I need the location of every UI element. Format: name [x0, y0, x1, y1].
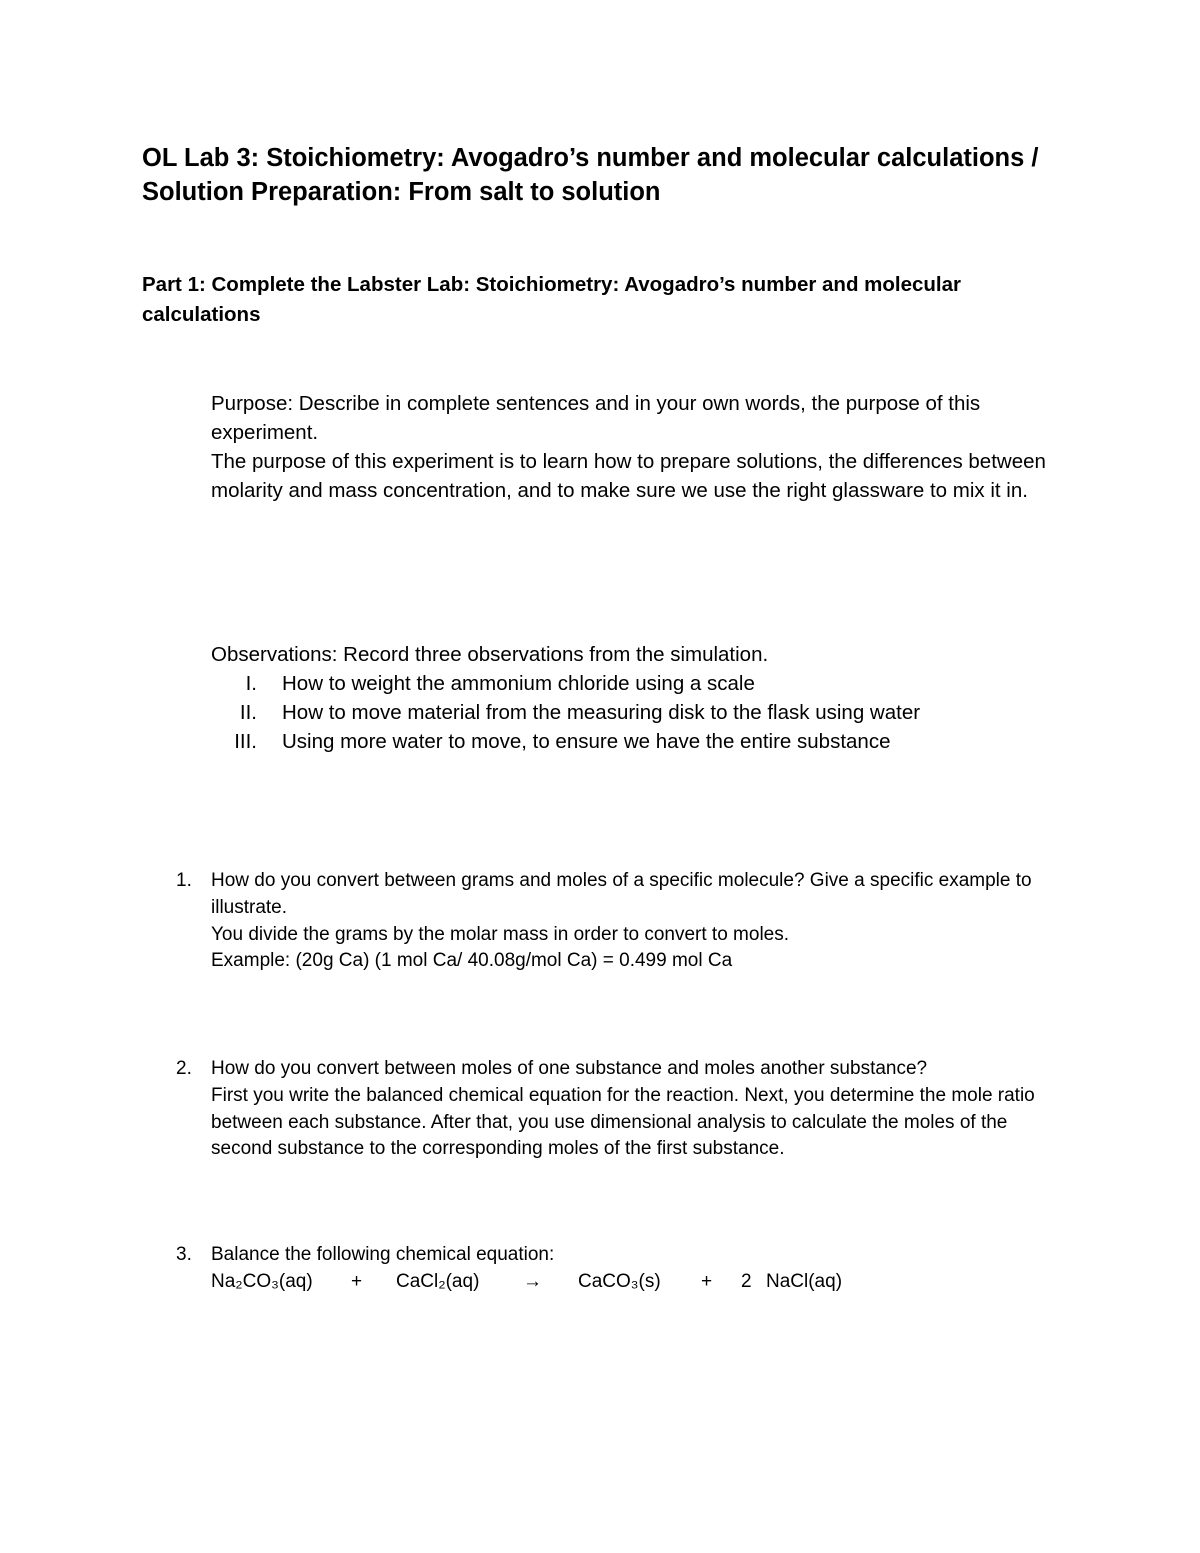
equation-term: CaCO₃(s)	[578, 1270, 661, 1292]
equation-arrow: →	[523, 1270, 542, 1292]
purpose-answer: The purpose of this experiment is to learn how to prepare solutions, the differences between molarity and mass concentration, and to make sure we use the right glassware to mix it in.	[211, 450, 1046, 502]
equation-term: NaCl(aq)	[766, 1270, 843, 1292]
question-text: How do you convert between moles of one substance and moles another substance?	[211, 1058, 928, 1079]
observation-marker: I.	[245, 672, 257, 695]
chemical-equation	[211, 1269, 1076, 1296]
observation-text: How to weight the ammonium chloride using a scale	[282, 672, 755, 695]
purpose-section	[211, 389, 1081, 505]
question-number: 3.	[176, 1244, 192, 1265]
observation-text: Using more water to move, to ensure we have the entire substance	[282, 730, 891, 753]
answer-text: You divide the grams by the molar mass in order to convert to moles.	[211, 923, 790, 945]
question-3	[176, 1242, 1076, 1296]
observation-item	[211, 698, 1081, 727]
question-number: 2.	[176, 1058, 192, 1079]
question-text: How do you convert between grams and moles of a specific molecule? Give a specific example to illustrate.	[211, 870, 1032, 918]
document-title: OL Lab 3: Stoichiometry: Avogadro’s number and molecular calculations / Solution Preparation: From salt to solution	[142, 144, 1039, 206]
observation-item	[211, 669, 1081, 698]
equation-term: CaCl₂(aq)	[396, 1270, 480, 1292]
question-text: Balance the following chemical equation:	[211, 1244, 555, 1265]
observation-marker: III.	[234, 730, 257, 753]
equation-plus: +	[701, 1270, 713, 1292]
observations-section	[211, 640, 1081, 756]
equation-term: Na₂CO₃(aq)	[211, 1270, 313, 1292]
equation-plus: +	[351, 1270, 363, 1292]
part1-heading: Part 1: Complete the Labster Lab: Stoichiometry: Avogadro’s number and molecular calculations	[142, 273, 962, 326]
answer-example: Example: (20g Ca) (1 mol Ca/ 40.08g/mol Ca) = 0.499 mol Ca	[211, 950, 733, 972]
observation-marker: II.	[239, 701, 257, 724]
purpose-prompt: Purpose: Describe in complete sentences and in your own words, the purpose of this experiment.	[211, 392, 981, 444]
question-2	[176, 1056, 1076, 1163]
observation-item	[211, 727, 1081, 756]
observation-text: How to move material from the measuring disk to the flask using water	[282, 701, 921, 724]
question-number: 1.	[176, 870, 192, 891]
observations-list	[211, 669, 1081, 756]
observations-prompt: Observations: Record three observations from the simulation.	[211, 643, 769, 666]
answer-text: First you write the balanced chemical equation for the reaction. Next, you determine the mole ratio between each substance. After that, you use dimensional analysis to calculate the moles of the second substance to the corresponding moles of the first substance.	[211, 1084, 1035, 1160]
question-1	[176, 868, 1076, 975]
equation-coefficient: 2	[741, 1270, 752, 1292]
